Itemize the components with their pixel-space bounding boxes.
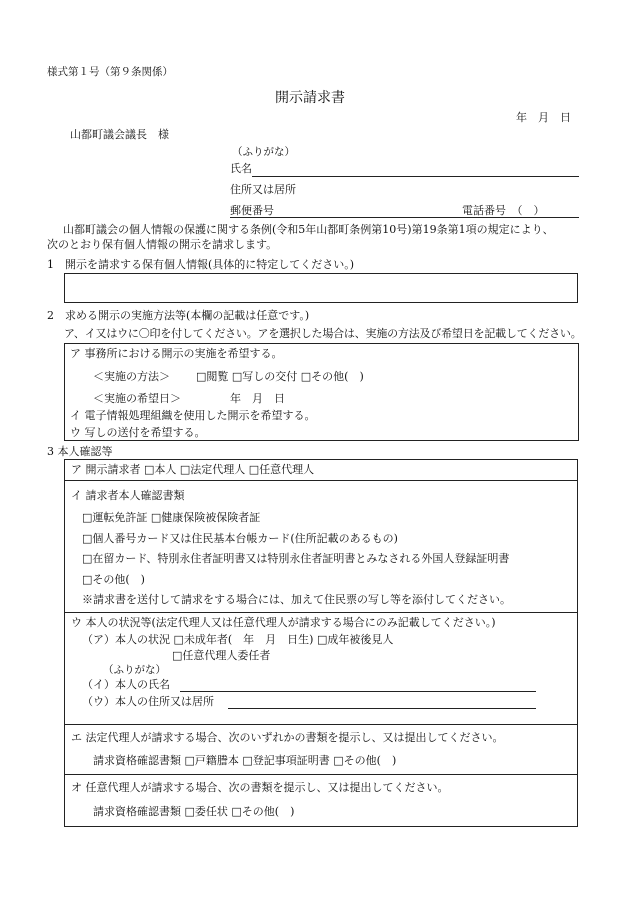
section1-heading: 1 開示を請求する保有個人情報(具体的に特定してください。) [47,258,355,271]
addressee: 山都町議会議長 様 [70,128,169,141]
section2-note: ア、イ又はウに〇印を付してください。アを選択した場合は、実施の方法及び希望日を記載してください。 [64,327,582,340]
method-options[interactable]: □閲覧 □写しの交付 □その他( ) [196,370,364,383]
requester-address-label: 住所又は居所 [230,183,296,196]
principal-address-label: （ウ）本人の住所又は居所 [82,695,214,708]
phone-label: 電話番号 （ ） [462,204,545,217]
postal-phone-field[interactable] [230,217,579,218]
row-divider [64,612,578,613]
id-doc-license-insurance[interactable]: □運転免許証 □健康保険被保険者証 [82,511,261,524]
section2-heading: 2 求める開示の実施方法等(本欄の記載は任意です。) [47,309,310,322]
row-u-title: ウ 本人の状況等(法定代理人又は任意代理人が請求する場合にのみ記載してください。) [71,616,496,629]
id-doc-other[interactable]: □その他( ) [82,573,145,586]
requester-name-label: 氏名 [230,162,252,175]
form-number: 様式第１号（第９条関係） [47,66,173,78]
row-divider [64,724,578,725]
intro-line-1: 山都町議会の個人情報の保護に関する条例(令和5年山都町条例第10号)第19条第1項の規定により、 [63,223,554,236]
row-divider [64,774,578,775]
principal-furigana-label: （ふりがな） [103,664,166,676]
option-u-mail-copy[interactable]: ウ 写しの送付を希望する。 [70,426,206,439]
principal-address-field[interactable] [228,708,536,709]
row-divider [64,480,578,481]
principal-name-field[interactable] [180,691,536,692]
principal-name-label: （イ）本人の氏名 [82,678,170,691]
requester-name-field[interactable] [252,176,579,177]
row-o-title: オ 任意代理人が請求する場合、次の書類を提示し、又は提出してください。 [71,781,449,794]
row-a-requester-type[interactable]: ア 開示請求者 □本人 □法定代理人 □任意代理人 [71,463,315,476]
method-label: ＜実施の方法＞ [93,370,170,383]
id-doc-note: ※請求書を送付して請求をする場合には、加えて住民票の写し等を添付してください。 [82,593,511,606]
page-title: 開示請求書 [275,90,345,106]
id-doc-mynumber-card[interactable]: □個人番号カード又は住民基本台帳カード(住所記載のあるもの) [82,532,398,545]
requester-furigana-label: （ふりがな） [232,146,295,158]
row-i-title: イ 請求者本人確認書類 [71,489,185,502]
row-e-documents[interactable]: 請求資格確認書類 □戸籍謄本 □登記事項証明書 □その他( ) [93,754,397,767]
principal-status-line-1[interactable]: （ア）本人の状況 □未成年者( 年 月 日生) □成年被後見人 [82,633,394,646]
postal-code-label: 郵便番号 [230,204,274,217]
section3-heading: 3 本人確認等 [47,445,113,458]
intro-line-2: 次のとおり保有個人情報の開示を請求します。 [47,238,278,251]
preferred-date-label: ＜実施の希望日＞ [93,392,181,405]
date-line: 年 月 日 [516,111,571,124]
personal-info-input-box[interactable] [64,273,578,303]
principal-status-line-2[interactable]: □任意代理人委任者 [172,649,271,662]
option-a-office-disclosure[interactable]: ア 事務所における開示の実施を希望する。 [70,347,283,360]
row-e-title: エ 法定代理人が請求する場合、次のいずれかの書類を提示し、又は提出してください。 [71,731,504,744]
option-i-electronic-disclosure[interactable]: イ 電子情報処理組織を使用した開示を希望する。 [70,409,316,422]
row-o-documents[interactable]: 請求資格確認書類 □委任状 □その他( ) [93,805,295,818]
preferred-date-value[interactable]: 年 月 日 [230,392,285,405]
id-doc-residence-card[interactable]: □在留カード、特別永住者証明書又は特別永住者証明書とみなされる外国人登録証明書 [82,552,510,565]
